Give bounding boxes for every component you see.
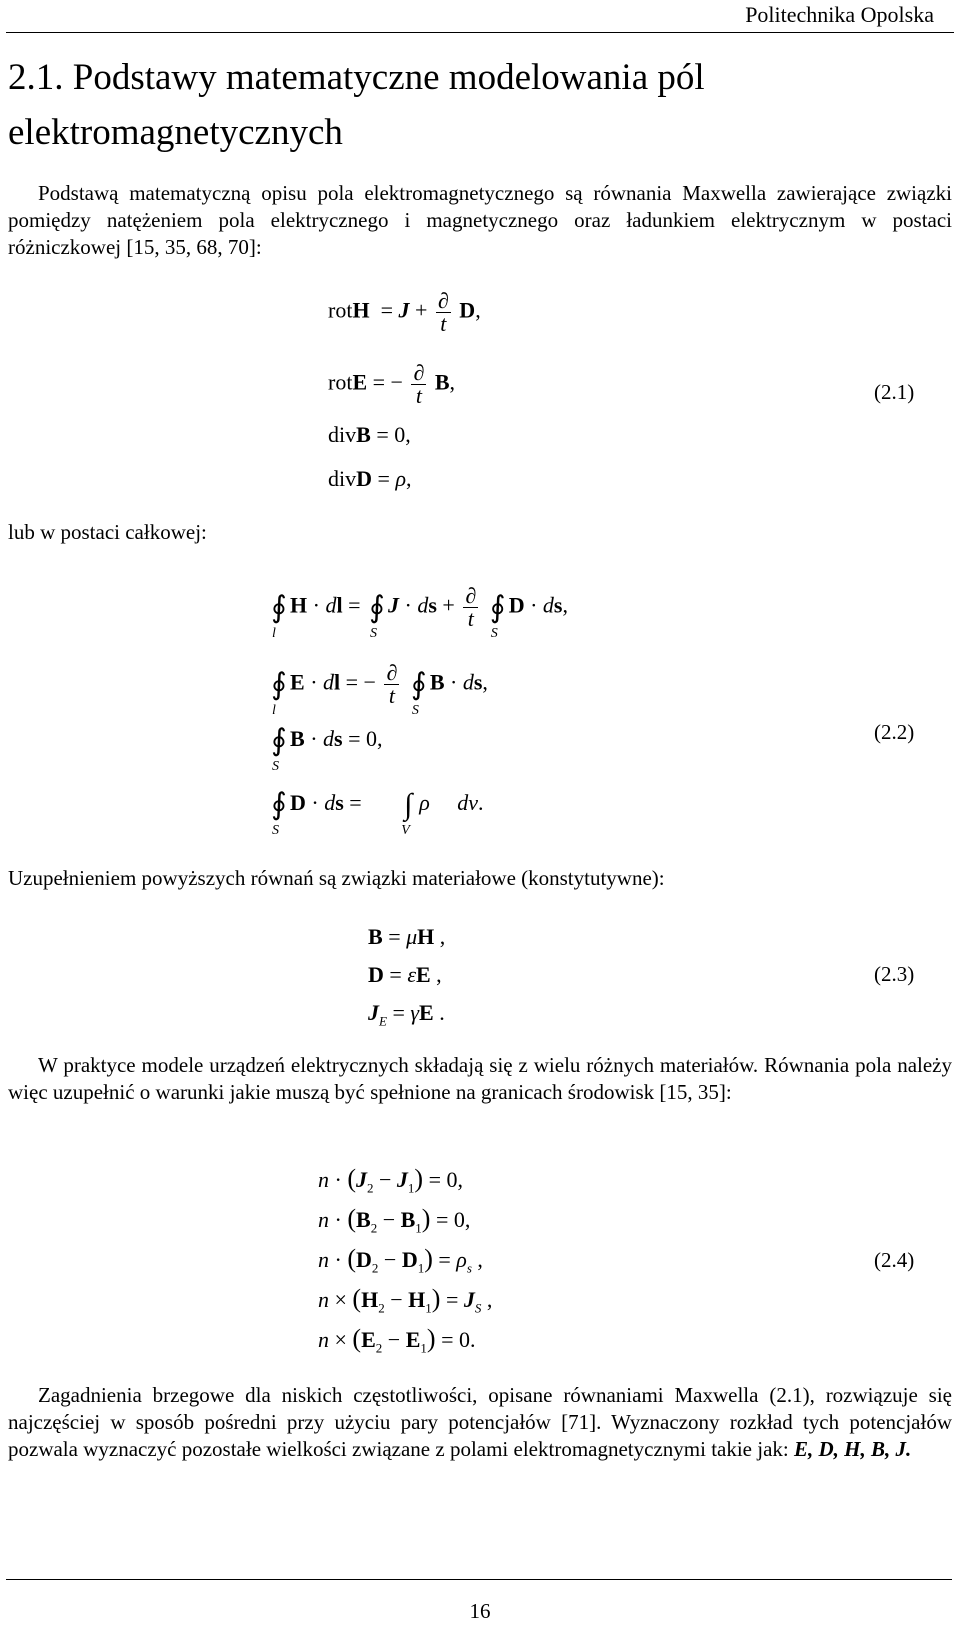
eq-2-4-line-4: $n \times (H_2 - H_1) = J_S$ , xyxy=(318,1284,493,1316)
eq-2-1-line-4: divD = ρ, xyxy=(328,466,412,491)
closing-paragraph xyxy=(8,1382,952,1463)
footer-rule xyxy=(6,1579,952,1580)
eq-2-3-line-1: B = μH , xyxy=(368,924,446,949)
header-rule xyxy=(6,32,954,33)
eq-2-4-line-5: $n \times (E_2 - E_1) = 0$. xyxy=(318,1324,476,1356)
eq-2-1-line-3: divB = 0, xyxy=(328,422,411,447)
eq-2-3-line-2: D = εE , xyxy=(368,962,442,987)
material-intro: Uzupełnieniem powyższych równań są związki materiałowe (konstytutywne): xyxy=(8,866,665,890)
eq-2-4-line-1: $n \cdot (J_2 - J_1) = 0$, xyxy=(318,1164,464,1196)
equation-number-2-1: (2.1) xyxy=(874,380,915,404)
eq-2-4-line-2: $n \cdot (B_2 - B_1) = 0$, xyxy=(318,1204,471,1236)
eq-2-2-line-2: ∮ l E · dl = − $\frac{\partial}{t}$ ∮ S B · ds, xyxy=(271,660,488,718)
closing-symbols: E, D, H, B, J. xyxy=(794,1437,912,1461)
closing-text: Zagadnienia brzegowe dla niskich częstotliwości, opisane równaniami Maxwella (2.1), rozwiązuje się najczęściej w sposób pośredni przy użyciu pary potencjałów [71]. Wyznaczony rozkład tych potencjałów pozwala wyznaczyć pozostałe wielkości związane z polami elektromagnetycznymi takie jak: xyxy=(8,1383,952,1461)
integral-intro: lub w postaci całkowej: xyxy=(8,520,207,544)
eq-2-2-line-4: ∮ S D · ds = ∫ V ρ dv. xyxy=(271,787,484,838)
eq-2-4-line-3: $n \cdot (D_2 - D_1) = \rho_s$ , xyxy=(318,1244,483,1276)
page-number: 16 xyxy=(469,1599,491,1623)
running-header: Politechnika Opolska xyxy=(745,2,934,27)
boundary-paragraph: W praktyce modele urządzeń elektrycznych składają się z wielu różnych materiałów. Równania pola należy więc uzupełnić o warunki jakie muszą być spełnione na granicach środowisk [15, 35]: xyxy=(8,1053,952,1104)
eq-2-1-line-1: rotH = J + $\frac{\partial}{t}$ D, xyxy=(328,288,481,336)
equation-number-2-4: (2.4) xyxy=(874,1248,915,1272)
equation-number-2-3: (2.3) xyxy=(874,962,915,986)
eq-2-2-line-3: ∮ S B · ds = 0, xyxy=(271,723,383,774)
equation-number-2-2: (2.2) xyxy=(874,720,915,744)
section-title: 2.1. Podstawy matematyczne modelowania pól elektromagnetycznych xyxy=(8,57,705,153)
eq-2-2-line-1: ∮ l H · dl = ∮ S J · ds + $\frac{\partial}{t}$ ∮ S D · ds, xyxy=(271,583,568,641)
eq-2-3-line-3: $J_E = \gamma E$ . xyxy=(368,1000,445,1029)
eq-2-1-line-2: rotE = − $\frac{\partial}{t}$ B, xyxy=(328,360,456,408)
intro-paragraph: Podstawą matematyczną opisu pola elektromagnetycznego są równania Maxwella zawierające związki pomiędzy natężeniem pola elektrycznego i magnetycznego oraz ładunkiem elektrycznym w postaci różniczkowej [15, 35, 68, 70]: xyxy=(8,181,952,259)
